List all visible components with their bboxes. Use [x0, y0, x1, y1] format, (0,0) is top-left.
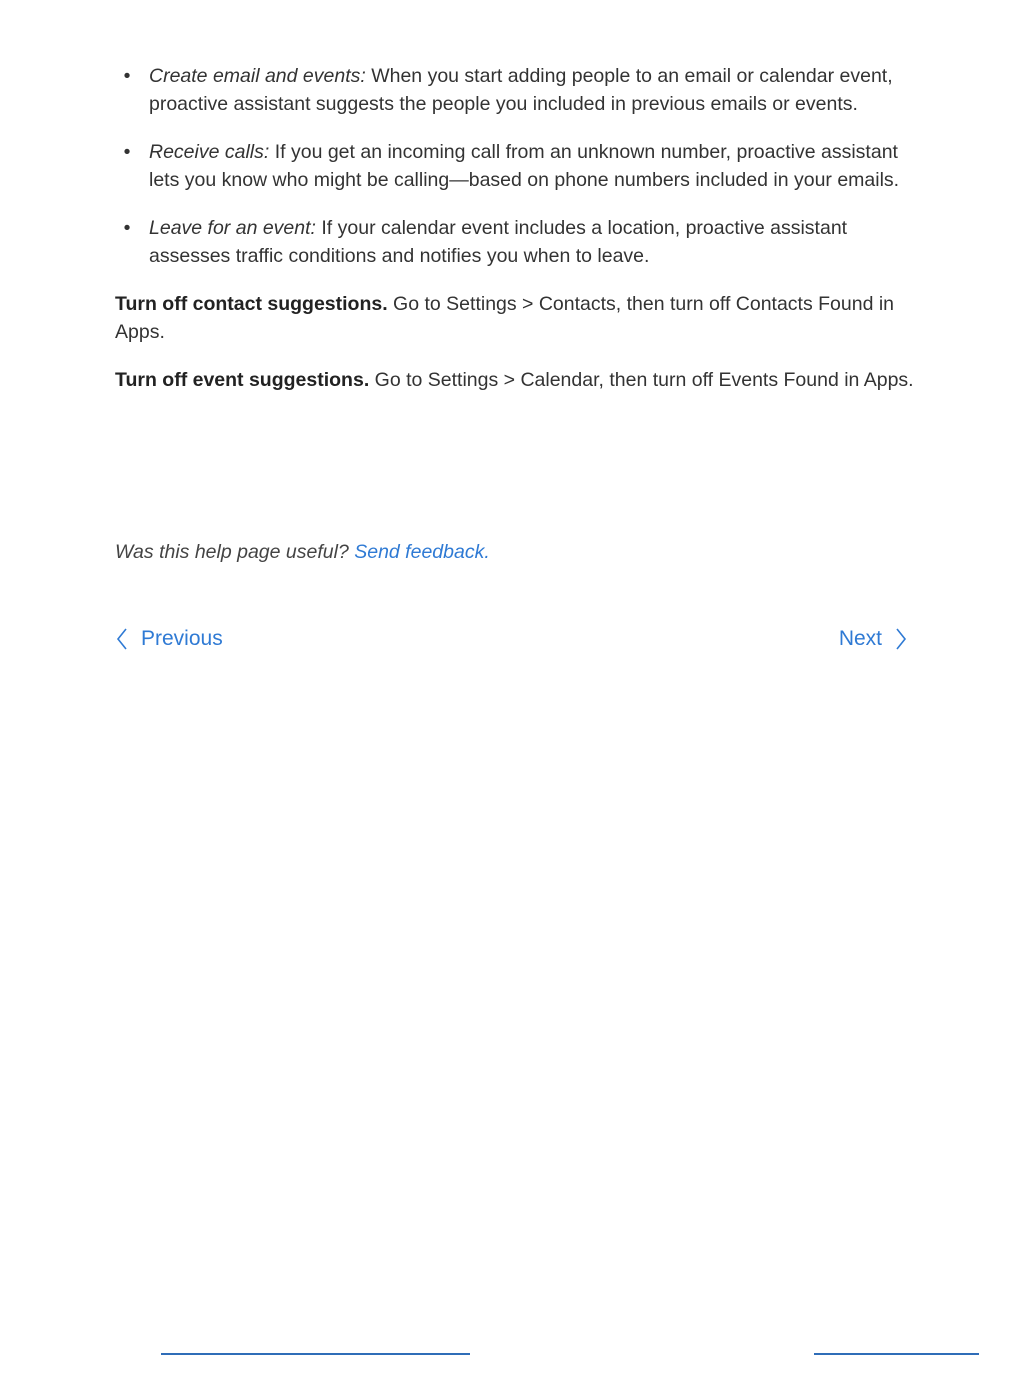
next-label: Next: [838, 627, 882, 650]
bullet-icon: •: [123, 141, 131, 163]
list-item-text: If you get an incoming call from an unknown number, proactive assistant lets you know who might be calling—based on phone numbers included in your emails.: [149, 141, 900, 191]
send-feedback-link[interactable]: Send feedback.: [354, 541, 490, 563]
list-item-text: If your calendar event includes a location, proactive assistant assesses traffic conditions and notifies you when to leave.: [149, 217, 848, 267]
list-item-text: When you start adding people to an email or calendar event, proactive assistant suggests the people you included in previous emails or events.: [149, 65, 893, 115]
proactive-assistant-list: [115, 62, 915, 270]
bullet-icon: •: [123, 65, 131, 87]
list-item-lead: Leave for an event:: [149, 217, 316, 239]
list-item-lead: Receive calls:: [149, 141, 270, 163]
list-item: [115, 214, 915, 270]
previous-button[interactable]: [115, 624, 223, 654]
feedback-prompt: [115, 538, 490, 566]
paragraph-text: Go to Settings > Contacts, then turn off Contacts Found in Apps.: [115, 293, 895, 343]
help-article-body: [115, 62, 915, 414]
paragraph-text: Go to Settings > Calendar, then turn off Events Found in Apps.: [369, 369, 914, 391]
event-suggestions-paragraph: [115, 366, 915, 394]
chevron-left-icon: [115, 627, 129, 651]
paragraph-heading: Turn off contact suggestions.: [115, 293, 388, 315]
list-item-lead: Create email and events:: [149, 65, 366, 87]
chevron-right-icon: [894, 627, 908, 651]
feedback-question: Was this help page useful?: [115, 541, 355, 563]
next-button[interactable]: [839, 624, 908, 654]
footer-link-underline-right: [814, 1353, 979, 1355]
list-item: [115, 138, 915, 194]
paragraph-heading: Turn off event suggestions.: [115, 369, 370, 391]
footer-link-underline-left: [161, 1353, 470, 1355]
list-item: [115, 62, 915, 118]
previous-label: Previous: [141, 627, 223, 650]
bullet-icon: •: [123, 217, 131, 239]
contact-suggestions-paragraph: [115, 290, 915, 346]
